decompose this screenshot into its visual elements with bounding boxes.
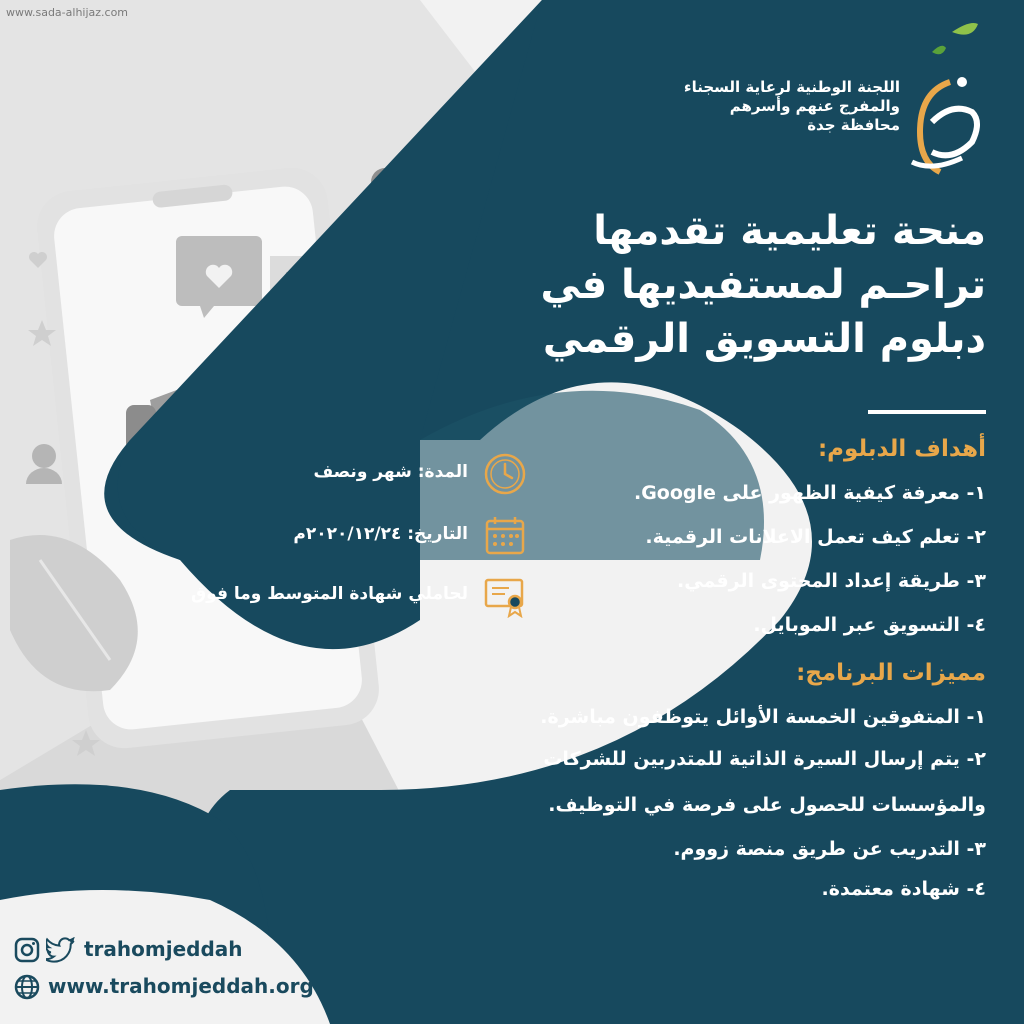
features-heading: مميزات البرنامج:	[796, 660, 986, 686]
organization-line-2: والمفرج عنهم وأسرهم	[729, 97, 900, 115]
feature-item-1: ١- المتفوقين الخمسة الأوائل يتوظفون مباشرة.	[540, 706, 986, 728]
goal-item-1: ١- معرفة كيفية الظهور على Google.	[633, 482, 986, 504]
social-handle[interactable]: trahomjeddah	[84, 937, 243, 961]
title-line-1: منحة تعليمية تقدمها	[593, 208, 986, 254]
title-divider	[868, 410, 986, 414]
title-line-3: دبلوم التسويق الرقمي	[542, 316, 986, 362]
date-text: التاريخ: ٢٠٢٠/١٢/٢٤م	[293, 524, 468, 544]
trahom-logo	[892, 12, 984, 182]
goals-heading: أهداف الدبلوم:	[817, 436, 986, 462]
feature-item-2-cont: والمؤسسات للحصول على فرصة في التوظيف.	[548, 794, 986, 816]
twitter-icon[interactable]	[46, 937, 76, 963]
goal-item-4: ٤- التسويق عبر الموبايل.	[753, 614, 986, 636]
globe-icon	[14, 974, 40, 1000]
website-link[interactable]: www.trahomjeddah.org	[48, 974, 314, 998]
goal-item-2: ٢- تعلم كيف تعمل الاعلانات الرقمية.	[645, 526, 986, 548]
heart-bubble-icon	[176, 236, 262, 318]
feature-item-4: ٤- شهادة معتمدة.	[821, 878, 986, 900]
eligibility-text: لحاملي شهادة المتوسط وما فوق	[190, 584, 468, 604]
feature-item-3: ٣- التدريب عن طريق منصة زووم.	[673, 838, 986, 860]
calendar-icon	[483, 514, 527, 558]
duration-text: المدة: شهر ونصف	[313, 462, 468, 482]
organization-name	[684, 78, 900, 135]
feature-item-2: ٢- يتم إرسال السيرة الذاتية للمتدربين للشركات	[543, 748, 986, 770]
page-title	[426, 204, 986, 366]
title-line-2: تراحـم لمستفيديها في	[540, 262, 986, 308]
clock-icon	[483, 452, 527, 496]
organization-line-1: اللجنة الوطنية لرعاية السجناء	[683, 78, 900, 96]
organization-line-3: محافظة جدة	[807, 116, 900, 134]
site-watermark: www.sada-alhijaz.com	[6, 6, 129, 19]
certificate-icon	[483, 574, 527, 618]
goal-item-3: ٣- طريقة إعداد المحتوى الرقمي.	[677, 570, 986, 592]
instagram-icon[interactable]	[14, 937, 40, 963]
